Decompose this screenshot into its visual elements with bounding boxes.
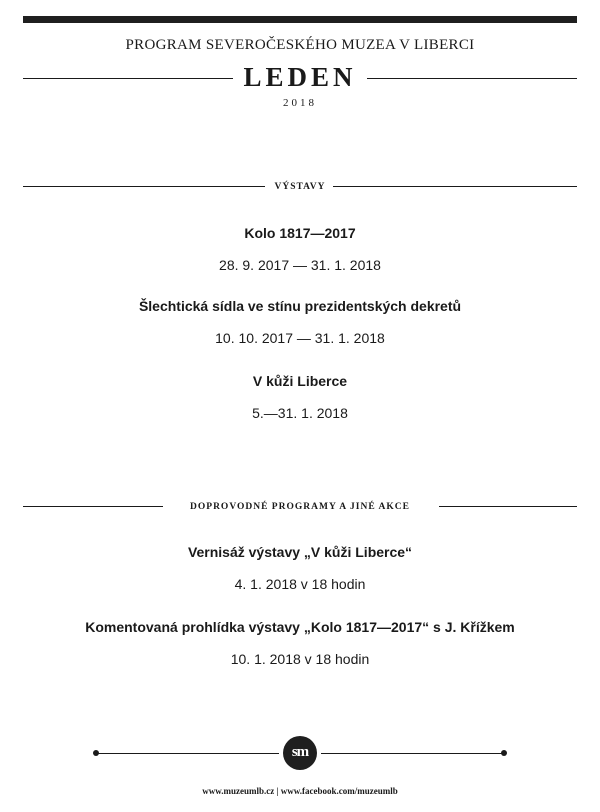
section-label: VÝSTAVY: [274, 182, 326, 192]
section-rule-right: [333, 186, 577, 187]
program-date: 4. 1. 2018 v 18 hodin: [234, 576, 366, 592]
footer-rule-left: [96, 753, 279, 754]
footer-rule-right: [321, 753, 504, 754]
top-rule-bar: [23, 16, 577, 23]
section-label: DOPROVODNÉ PROGRAMY A JINÉ AKCE: [190, 502, 410, 512]
exhibition-title: Šlechtická sídla ve stínu prezidentských dekretů: [138, 298, 462, 314]
museum-logo: sm: [283, 736, 317, 770]
section-heading-programs: [23, 500, 577, 514]
exhibition-date: 5.—31. 1. 2018: [252, 405, 348, 421]
month-title: LEDEN: [243, 62, 357, 92]
footer-websites[interactable]: www.muzeumlb.cz | www.facebook.com/muzeumlb: [202, 786, 398, 796]
program-item: [0, 618, 600, 668]
exhibition-title: Kolo 1817—2017: [244, 225, 356, 241]
program-date: 10. 1. 2018 v 18 hodin: [230, 651, 370, 667]
month-rule-right: [367, 78, 577, 79]
program-item: [0, 543, 600, 593]
exhibition-item: [0, 297, 600, 347]
exhibition-date: 28. 9. 2017 — 31. 1. 2018: [219, 257, 381, 273]
exhibition-date: 10. 10. 2017 — 31. 1. 2018: [215, 330, 385, 346]
exhibition-item: [0, 372, 600, 422]
exhibition-item: [0, 224, 600, 274]
footer-dot-right: [501, 750, 507, 756]
exhibition-title: V kůži Liberce: [252, 373, 348, 389]
section-heading-exhibitions: [23, 180, 577, 194]
program-title: Komentovaná prohlídka výstavy „Kolo 1817—2017“ s J. Křížkem: [85, 619, 515, 635]
year-label: 2018: [283, 97, 317, 109]
section-rule-right: [439, 506, 577, 507]
month-heading-row: [23, 62, 577, 96]
program-title: Vernisáž výstavy „V kůži Liberce“: [187, 544, 413, 560]
footer-ornament: [93, 736, 507, 772]
organization-title: PROGRAM SEVEROČESKÉHO MUZEA V LIBERCI: [125, 37, 475, 53]
